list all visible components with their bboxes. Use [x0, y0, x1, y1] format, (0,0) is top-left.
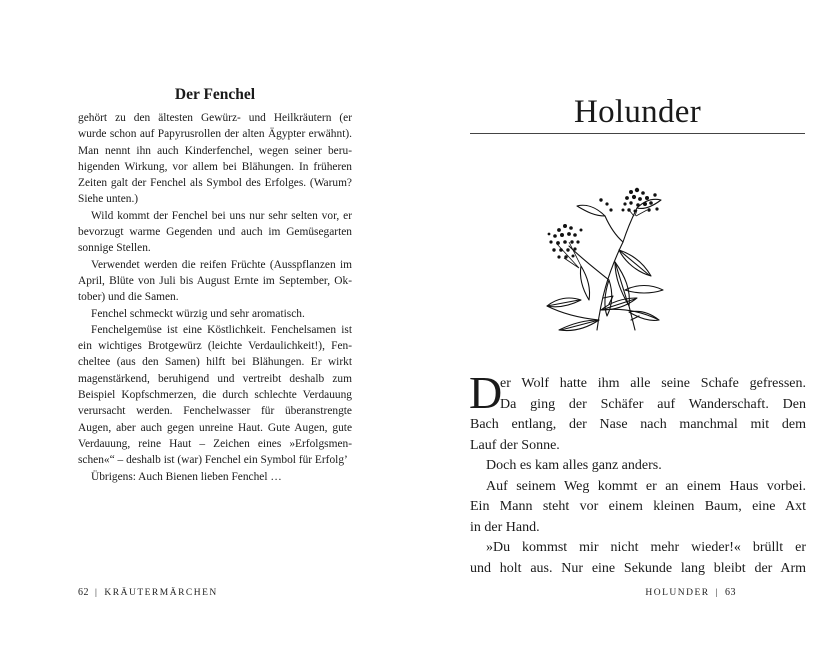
text-line: verursacht werden. Fenchelwasser für überanstrengte — [78, 405, 352, 418]
text-line: Lauf der Sonne. — [470, 437, 560, 453]
title-rule — [470, 133, 805, 134]
chapter-title: Holunder — [573, 94, 702, 130]
text-line: Zeiten galt der Fenchel als Symbol des Erfolges. (Warum? — [78, 177, 352, 190]
text-line: gehört zu den ältesten Gewürz- und Heilkräutern (er — [78, 112, 352, 124]
footer-separator: | — [95, 588, 99, 598]
left-body-text — [78, 110, 352, 485]
right-page — [406, 0, 813, 648]
text-line: Man nennt ihn auch Kinderfenchel, wegen seiner beru- — [78, 144, 352, 157]
text-line: Verwendet werden die reifen Früchte (Ausspflanzen im — [91, 258, 352, 271]
left-page — [0, 0, 406, 648]
text-line: Siehe unten.) — [78, 193, 139, 206]
text-line: Ein Mann steht vor einem kleinen Baum, eine Axt — [470, 499, 806, 514]
text-line: tober) und die Samen. — [78, 291, 179, 304]
text-line: bevorzugt warme Gegenden und auch im Gemüsegarten — [78, 226, 352, 239]
text-line: Beispiel Kopfschmerzen, die durch schlechte Verdauung — [78, 389, 352, 402]
text-line: und holt aus. Nur eine Sekunde lang bleibt der Arm — [470, 560, 806, 576]
drop-cap: D — [469, 367, 503, 418]
text-line: in der Hand. — [470, 519, 540, 535]
text-line: Augen, aber auch gegen unreine Haut. Gute Augen, gute — [78, 421, 352, 434]
elderberry-plant-illustration — [539, 180, 679, 340]
text-line: Da ging der Schäfer auf Wanderschaft. Den — [500, 396, 806, 412]
running-head: KRÄUTERMÄRCHEN — [104, 588, 218, 598]
text-line: magenstärkend, beruhigend und vertreibt deshalb zum — [78, 372, 352, 385]
text-line: sonnige Stellen. — [78, 242, 151, 255]
running-head: HOLUNDER — [645, 588, 710, 598]
text-line: Übrigens: Auch Bienen lieben Fenchel … — [91, 470, 282, 483]
text-line: schen«“ – deshalb ist (war) Fenchel ein Symbol für Erfolg’ — [78, 454, 348, 467]
right-footer — [645, 587, 736, 598]
text-line: »Du kommst mir nicht mehr wieder!« brüllt er — [486, 540, 806, 555]
left-footer — [78, 587, 218, 598]
text-line: Fenchel schmeckt würzig und sehr aromatisch. — [91, 307, 305, 320]
text-line: Wild kommt der Fenchel bei uns nur sehr selten vor, er — [91, 209, 352, 222]
text-line: Doch es kam alles ganz anders. — [486, 458, 662, 473]
text-line: wurde schon auf Papyrusrollen der alten Ägypter erwähnt). — [78, 128, 352, 141]
text-line: April, Blüte von Juli bis August Ernte im September, Ok- — [78, 274, 352, 287]
text-line: Fenchelgemüse ist eine Köstlichkeit. Fenchelsamen ist — [91, 323, 352, 336]
story-text — [469, 367, 806, 579]
text-line: er Wolf hatte ihm alle seine Schafe gefressen. — [500, 376, 806, 391]
section-heading: Der Fenchel — [174, 86, 256, 103]
text-line: Auf seinem Weg kommt er an einem Haus vorbei. — [486, 478, 806, 494]
text-line: cheltee (aus den Samen) hilft bei Blähungen. Er wirkt — [78, 356, 352, 369]
text-line: Verdauung, reine Haut – Zeichen eines »Erfolgsmen- — [78, 437, 352, 450]
text-line: Bach entlang, der Nase nach manchmal mit dem — [470, 417, 806, 432]
text-line: higenden Wirkung, vor allem bei Blähungen. In früheren — [78, 160, 352, 173]
footer-separator: | — [715, 588, 719, 598]
page-number: 63 — [725, 587, 736, 598]
text-line: ein wichtiges Brotgewürz (leichte Verdaulichkeit!), Fen- — [78, 340, 352, 353]
page-number: 62 — [78, 587, 89, 598]
